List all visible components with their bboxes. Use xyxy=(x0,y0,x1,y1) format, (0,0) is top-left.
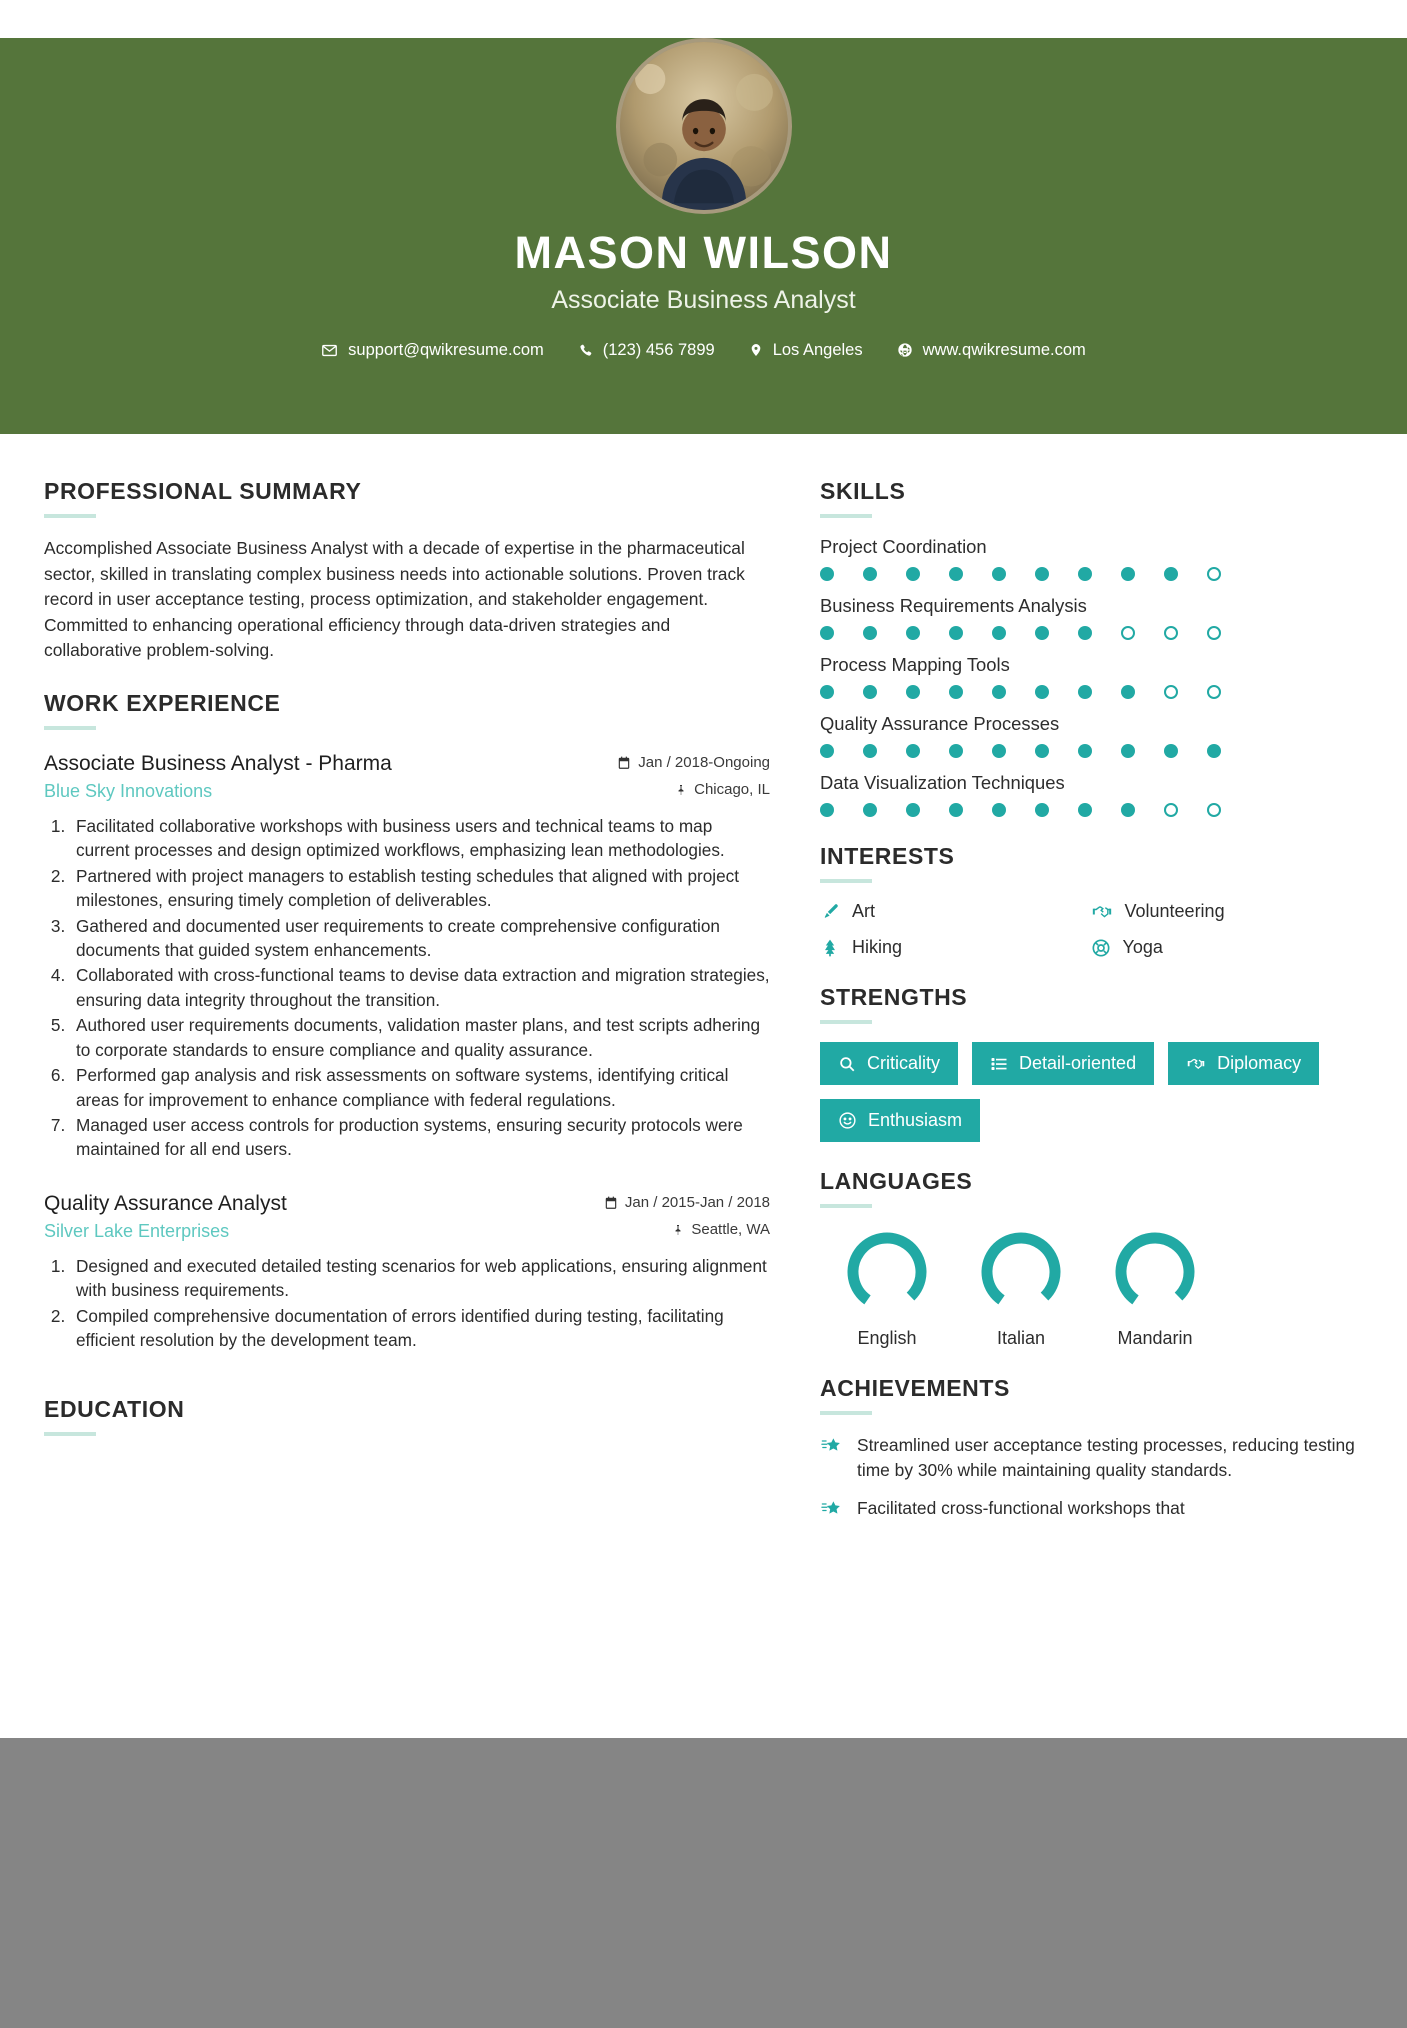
skill-dot xyxy=(1121,567,1135,581)
language-item-english xyxy=(820,1226,954,1349)
resume-header xyxy=(0,38,1407,434)
achievement-item xyxy=(820,1496,1357,1521)
search-icon xyxy=(838,1055,856,1073)
skill-item xyxy=(820,772,1357,817)
phone-icon xyxy=(578,343,593,358)
job-bullets xyxy=(70,1254,770,1353)
strength-label: Diplomacy xyxy=(1217,1053,1302,1073)
interest-item-yoga xyxy=(1091,937,1358,958)
pushpin-icon xyxy=(672,1223,684,1237)
skill-dot xyxy=(992,744,1006,758)
section-rule xyxy=(820,1204,872,1208)
star-icon xyxy=(820,1499,844,1521)
section-work-experience xyxy=(44,690,770,1353)
contact-phone[interactable] xyxy=(578,341,715,360)
list-item: 2. Partnered with project managers to establish testing schedules that aligned with project milestones, ensuring timely completion of deliverables. xyxy=(70,864,770,913)
skill-dot xyxy=(949,567,963,581)
list-icon xyxy=(990,1055,1008,1073)
skill-dot xyxy=(949,803,963,817)
resume-body xyxy=(0,434,1407,1547)
skill-dot xyxy=(906,744,920,758)
skill-dot xyxy=(1035,744,1049,758)
interest-label: Hiking xyxy=(852,937,903,957)
smiley-icon xyxy=(838,1111,857,1130)
job-dates xyxy=(617,754,770,771)
interest-label: Yoga xyxy=(1122,937,1163,957)
interest-label: Volunteering xyxy=(1124,901,1225,921)
skill-dot xyxy=(820,626,834,640)
job-location-value: Chicago, IL xyxy=(694,781,770,799)
job-dates-value: Jan / 2015-Jan / 2018 xyxy=(624,1194,770,1212)
skill-rating xyxy=(820,567,1357,581)
language-item-mandarin xyxy=(1088,1226,1222,1349)
job-company: Silver Lake Enterprises xyxy=(44,1220,230,1241)
contact-row xyxy=(0,341,1407,360)
map-pin-icon xyxy=(749,342,763,358)
language-label: Mandarin xyxy=(1117,1328,1193,1348)
skill-dot xyxy=(1121,685,1135,699)
pushpin-icon xyxy=(675,783,687,797)
skill-dot xyxy=(863,567,877,581)
star-icon xyxy=(820,1436,844,1458)
skill-dot xyxy=(1121,626,1135,640)
job-location xyxy=(672,1221,770,1238)
job-dates-value: Jan / 2018-Ongoing xyxy=(638,754,770,772)
skill-dot xyxy=(992,567,1006,581)
section-languages xyxy=(820,1168,1357,1349)
skill-dot xyxy=(863,803,877,817)
skill-dot xyxy=(1207,567,1221,581)
section-strengths xyxy=(820,984,1357,1142)
left-column xyxy=(0,434,820,1547)
skill-rating xyxy=(820,685,1357,699)
right-column xyxy=(820,434,1407,1547)
language-ring xyxy=(841,1226,933,1318)
skill-dot xyxy=(820,803,834,817)
skill-dot xyxy=(1035,803,1049,817)
skill-rating xyxy=(820,626,1357,640)
tree-icon xyxy=(820,938,840,958)
language-label: Italian xyxy=(996,1328,1046,1348)
section-rule xyxy=(820,879,872,883)
skill-item xyxy=(820,654,1357,699)
list-item: 4. Collaborated with cross-functional teams to devise data extraction and migration strategies, ensuring data integrity throughout the transition. xyxy=(70,963,770,1012)
skill-dot xyxy=(863,685,877,699)
interest-item-art xyxy=(820,901,1087,922)
globe-icon xyxy=(897,342,913,358)
list-item: 1. Designed and executed detailed testing scenarios for web applications, ensuring alignment with business requirements. xyxy=(70,1254,770,1303)
skill-dot xyxy=(1164,803,1178,817)
skill-dot xyxy=(906,626,920,640)
contact-website[interactable] xyxy=(897,341,1086,360)
section-interests xyxy=(820,843,1357,958)
achievement-text: Streamlined user acceptance testing processes, reducing testing time by 30% while maintaining quality standards. xyxy=(857,1435,1355,1480)
achievement-text: Facilitated cross-functional workshops that xyxy=(857,1498,1185,1519)
skill-dot xyxy=(863,744,877,758)
header-subtitle: Associate Business Analyst xyxy=(551,285,856,314)
language-item-italian xyxy=(954,1226,1088,1349)
job-role: Associate Business Analyst - Pharma xyxy=(44,751,392,775)
job-dates xyxy=(604,1194,770,1211)
interest-item-hiking xyxy=(820,937,1087,958)
skill-dot xyxy=(1207,685,1221,699)
strength-label: Enthusiasm xyxy=(868,1110,963,1130)
contact-email[interactable] xyxy=(321,341,544,360)
skill-dot xyxy=(1164,744,1178,758)
skill-dot xyxy=(906,803,920,817)
skill-dot xyxy=(949,744,963,758)
skill-dot xyxy=(992,685,1006,699)
language-ring xyxy=(975,1226,1067,1318)
section-skills xyxy=(820,478,1357,817)
section-rule xyxy=(820,1020,872,1024)
contact-location-value: Los Angeles xyxy=(772,340,863,359)
section-heading: SKILLS xyxy=(820,478,906,504)
handshake-icon xyxy=(1186,1055,1206,1073)
skill-dot xyxy=(820,567,834,581)
strength-label: Detail-oriented xyxy=(1019,1053,1137,1073)
list-item: 7. Managed user access controls for production systems, ensuring security protocols were maintained for all end users. xyxy=(70,1113,770,1162)
skill-dot xyxy=(1164,626,1178,640)
section-heading: INTERESTS xyxy=(820,843,955,869)
skill-dot xyxy=(820,685,834,699)
calendar-icon xyxy=(604,1196,618,1210)
lifebuoy-icon xyxy=(1091,938,1111,958)
skill-item xyxy=(820,713,1357,758)
skill-dot xyxy=(949,685,963,699)
section-education xyxy=(44,1396,770,1436)
skill-dot xyxy=(1207,803,1221,817)
skill-dot xyxy=(992,626,1006,640)
skill-dot xyxy=(949,626,963,640)
achievement-item xyxy=(820,1433,1357,1482)
skill-dot xyxy=(1207,744,1221,758)
summary-text: Accomplished Associate Business Analyst with a decade of expertise in the pharmaceutical sector, skilled in translating complex business needs into actionable solutions. Proven track record in user acceptance testing, process optimization, and stakeholder engagement. Committed to enhancing operational efficiency through data-driven strategies and collaborative problem-solving. xyxy=(44,538,745,661)
skill-dot xyxy=(1078,567,1092,581)
skill-rating xyxy=(820,803,1357,817)
skill-rating xyxy=(820,744,1357,758)
section-achievements xyxy=(820,1375,1357,1521)
section-rule xyxy=(44,514,96,518)
section-rule xyxy=(820,1411,872,1415)
job-company: Blue Sky Innovations xyxy=(44,780,213,801)
interest-label: Art xyxy=(852,901,876,921)
skill-item xyxy=(820,536,1357,581)
strength-pill-enthusiasm[interactable] xyxy=(820,1099,980,1142)
section-heading: STRENGTHS xyxy=(820,984,968,1010)
section-rule xyxy=(44,726,96,730)
strength-pill-diplomacy[interactable] xyxy=(1168,1042,1319,1085)
skill-dot xyxy=(1164,685,1178,699)
page-title: MASON WILSON xyxy=(514,227,893,278)
skill-dot xyxy=(992,803,1006,817)
skill-label: Business Requirements Analysis xyxy=(820,595,1087,616)
avatar xyxy=(616,38,792,214)
skill-label: Project Coordination xyxy=(820,536,987,557)
profile-photo-icon xyxy=(620,42,788,210)
experience-entry xyxy=(44,752,770,1162)
strength-pill-criticality[interactable] xyxy=(820,1042,958,1085)
text-cursor-highlight xyxy=(978,1720,1074,1740)
skill-dot xyxy=(1207,626,1221,640)
list-item: 2. Compiled comprehensive documentation of errors identified during testing, facilitating efficient resolution by the development team. xyxy=(70,1304,770,1353)
list-item: 3. Gathered and documented user requirements to create comprehensive configuration documents that guided system enhancements. xyxy=(70,914,770,963)
section-heading: LANGUAGES xyxy=(820,1168,973,1194)
section-heading: EDUCATION xyxy=(44,1396,185,1423)
skill-dot xyxy=(1078,744,1092,758)
skill-dot xyxy=(1078,803,1092,817)
section-heading: WORK EXPERIENCE xyxy=(44,689,281,716)
job-location-value: Seattle, WA xyxy=(691,1221,770,1239)
interest-item-volunteering xyxy=(1091,901,1358,922)
paintbrush-icon xyxy=(820,902,840,922)
section-rule xyxy=(44,1432,96,1436)
skill-dot xyxy=(820,744,834,758)
section-heading: ACHIEVEMENTS xyxy=(820,1375,1010,1401)
skill-dot xyxy=(1164,567,1178,581)
section-professional-summary xyxy=(44,478,770,664)
calendar-icon xyxy=(617,756,631,770)
language-label: English xyxy=(857,1328,917,1348)
skill-dot xyxy=(1035,685,1049,699)
contact-email-value: support@qwikresume.com xyxy=(348,340,544,359)
skill-dot xyxy=(906,567,920,581)
list-item: 1. Facilitated collaborative workshops with business users and technical teams to map current processes and design optimized workflows, emphasizing lean methodologies. xyxy=(70,814,770,863)
language-ring xyxy=(1109,1226,1201,1318)
job-location xyxy=(675,781,770,798)
skill-dot xyxy=(863,626,877,640)
page-bottom-overlay xyxy=(0,1738,1407,2028)
skill-label: Process Mapping Tools xyxy=(820,654,1010,675)
contact-website-value: www.qwikresume.com xyxy=(922,340,1086,359)
skill-dot xyxy=(906,685,920,699)
contact-location[interactable] xyxy=(749,341,863,360)
job-bullets xyxy=(70,814,770,1162)
skill-item xyxy=(820,595,1357,640)
strength-pill-detail-oriented[interactable] xyxy=(972,1042,1154,1085)
job-role: Quality Assurance Analyst xyxy=(44,1191,287,1215)
skill-dot xyxy=(1035,626,1049,640)
handshake-icon xyxy=(1091,902,1113,922)
skill-dot xyxy=(1035,567,1049,581)
skill-label: Quality Assurance Processes xyxy=(820,713,1060,734)
skill-dot xyxy=(1078,626,1092,640)
contact-phone-value: (123) 456 7899 xyxy=(602,340,715,359)
skill-dot xyxy=(1121,744,1135,758)
list-item: 6. Performed gap analysis and risk assessments on software systems, identifying critical areas for improvement to enhance compliance with federal regulations. xyxy=(70,1063,770,1112)
experience-entry xyxy=(44,1192,770,1353)
envelope-icon xyxy=(321,342,338,359)
skill-dot xyxy=(1121,803,1135,817)
section-rule xyxy=(820,514,872,518)
list-item: 5. Authored user requirements documents, validation master plans, and test scripts adhering to corporate standards to ensure compliance and quality assurance. xyxy=(70,1013,770,1062)
section-heading: PROFESSIONAL SUMMARY xyxy=(44,478,362,504)
skill-dot xyxy=(1078,685,1092,699)
skill-label: Data Visualization Techniques xyxy=(820,772,1065,793)
strength-label: Criticality xyxy=(867,1053,941,1073)
